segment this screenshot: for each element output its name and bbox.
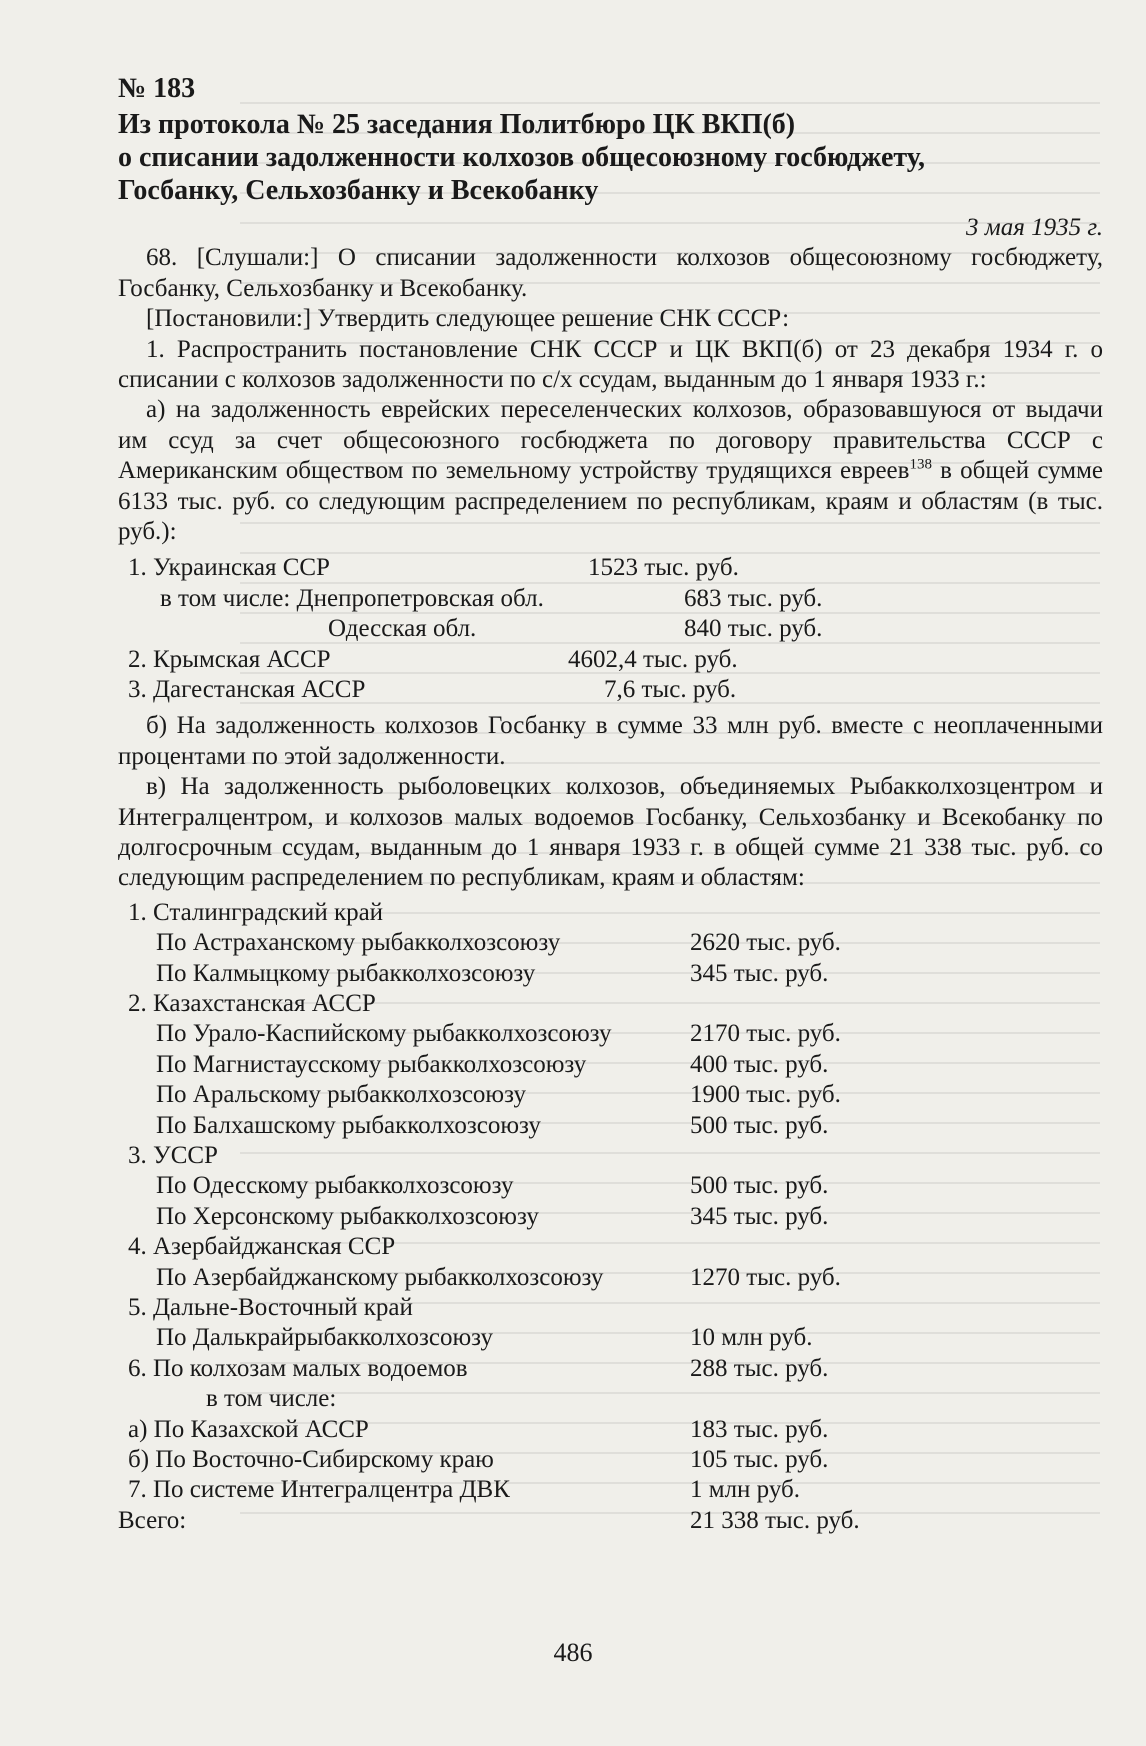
table-row — [118, 614, 1103, 644]
row-label: По Аральскому рыбакколхозсоюзу — [156, 1081, 526, 1109]
point-a — [118, 395, 1103, 547]
row-label: 1. Украинская ССР — [128, 554, 330, 582]
document-title — [118, 108, 1103, 207]
row-label: Всего: — [118, 1506, 187, 1534]
decided: [Постановили:] Утвердить следующее решение СНК СССР: — [146, 305, 790, 333]
table-row — [118, 584, 1103, 614]
row-amount: 345 тыс. руб. — [690, 959, 829, 987]
row-amount: 1900 тыс. руб. — [690, 1081, 841, 1109]
row-amount: 2170 тыс. руб. — [690, 1020, 841, 1048]
table-row — [118, 1019, 1103, 1049]
point-a-text-cont: в общей сумме 6133 тыс. руб. со следующим распределением по республикам, краям и областям (в тыс. руб.): — [118, 457, 1103, 546]
row-amount: 345 тыс. руб. — [690, 1202, 829, 1230]
item-68: 68. [Слушали:] О списании задолженности колхозов общесоюзному госбюджету, Госбанку, Сельхозбанку и Всекобанку. — [118, 244, 1103, 302]
row-label: а) По Казахской АССР — [128, 1415, 369, 1443]
table-row — [118, 1384, 1103, 1414]
table-row — [118, 1232, 1103, 1262]
row-label: По Магнистаусскому рыбакколхозсоюзу — [156, 1050, 587, 1078]
row-amount: 500 тыс. руб. — [690, 1172, 829, 1200]
document-number: № 183 — [118, 73, 196, 104]
row-amount: 683 тыс. руб. — [684, 584, 823, 612]
row-label: в том числе: Днепропетровская обл. — [160, 584, 544, 612]
footnote-ref: 138 — [909, 456, 932, 473]
table-row — [118, 1202, 1103, 1232]
row-amount: 183 тыс. руб. — [690, 1415, 829, 1443]
row-amount: 10 млн руб. — [690, 1324, 813, 1352]
title-line: Из протокола № 25 заседания Политбюро ЦК ВКП(б) — [118, 109, 796, 140]
table-row — [118, 1354, 1103, 1384]
row-label: 4. Азербайджанская ССР — [128, 1233, 396, 1261]
row-label: 6. По колхозам малых водоемов — [128, 1354, 468, 1382]
row-amount: 500 тыс. руб. — [690, 1111, 829, 1139]
table-row — [118, 1293, 1103, 1323]
table-row — [118, 675, 1103, 705]
row-label: 2. Казахстанская АССР — [128, 990, 376, 1018]
table-row — [118, 898, 1103, 928]
table-row — [118, 1445, 1103, 1475]
table-row — [118, 1111, 1103, 1141]
row-label: По Балхашскому рыбакколхозсоюзу — [156, 1111, 541, 1139]
row-amount: 7,6 тыс. руб. — [604, 676, 737, 704]
table-row — [118, 1141, 1103, 1171]
point-v: в) На задолженность рыболовецких колхозов, объединяемых Рыбакколхозцентром и Интегралцентром, и колхозов малых водоемов Госбанку, Сельхозбанку и Всекобанку по долгосрочным ссудам, выданным до 1 января 1933 г. в общей сумме 21 338 тыс. руб. со следующим распределением по республикам, краям и областям: — [118, 773, 1103, 892]
row-label: По Одесскому рыбакколхозсоюзу — [156, 1172, 514, 1200]
row-label: По Урало-Каспийскому рыбакколхозсоюзу — [156, 1020, 612, 1048]
row-amount: 105 тыс. руб. — [690, 1445, 829, 1473]
row-label: 2. Крымская АССР — [128, 645, 331, 673]
row-amount: 1 млн руб. — [690, 1476, 800, 1504]
table-row — [118, 959, 1103, 989]
document-body — [118, 72, 1103, 1536]
table-row — [118, 1171, 1103, 1201]
row-amount: 4602,4 тыс. руб. — [568, 645, 738, 673]
row-label: По Азербайджанскому рыбакколхозсоюзу — [156, 1263, 604, 1291]
title-line: о списании задолженности колхозов общесоюзному госбюджету, — [118, 142, 925, 173]
table-row — [118, 1415, 1103, 1445]
row-amount: 1523 тыс. руб. — [588, 554, 739, 582]
table-row — [118, 553, 1103, 583]
row-label: По Далькрайрыбакколхозсоюзу — [156, 1324, 493, 1352]
row-label: б) По Восточно-Сибирскому краю — [128, 1445, 494, 1473]
row-label: 7. По системе Интегралцентра ДВК — [128, 1476, 510, 1504]
row-label: 1. Сталинградский край — [128, 898, 384, 926]
row-label: в том числе: — [206, 1385, 337, 1413]
point-1: 1. Распространить постановление СНК СССР и ЦК ВКП(б) от 23 декабря 1934 г. о списании с колхозов задолженности по с/х ссудам, выданным до 1 января 1933 г.: — [118, 335, 1103, 394]
row-amount: 840 тыс. руб. — [684, 615, 823, 643]
table-a — [118, 553, 1103, 705]
row-label: 3. УССР — [128, 1141, 218, 1169]
row-label: 3. Дагестанская АССР — [128, 676, 366, 704]
row-label: По Калмыцкому рыбакколхозсоюзу — [156, 959, 536, 987]
table-row — [118, 989, 1103, 1019]
table-row — [118, 1506, 1103, 1536]
table-row — [118, 1475, 1103, 1505]
row-label: По Херсонскому рыбакколхозсоюзу — [156, 1202, 539, 1230]
document-date: 3 мая 1935 г. — [966, 214, 1103, 241]
page-number: 486 — [553, 1638, 593, 1667]
table-row — [118, 928, 1103, 958]
table-row — [118, 1080, 1103, 1110]
row-amount: 21 338 тыс. руб. — [690, 1506, 860, 1534]
table-row — [118, 645, 1103, 675]
row-amount: 400 тыс. руб. — [690, 1050, 829, 1078]
row-label: Одесская обл. — [328, 615, 477, 643]
title-line: Госбанку, Сельхозбанку и Всекобанку — [118, 175, 599, 206]
table-v — [118, 898, 1103, 1536]
table-row — [118, 1263, 1103, 1293]
point-b: б) На задолженность колхозов Госбанку в сумме 33 млн руб. вместе с неоплаченными процентами по этой задолженности. — [118, 712, 1103, 770]
table-row — [118, 1050, 1103, 1080]
row-label: По Астраханскому рыбакколхозсоюзу — [156, 929, 561, 957]
point-a-text: а) на задолженность еврейских переселенческих колхозов, образовавшуюся от выдачи им ссуд за счет общесоюзного госбюджета по договору правительства СССР с Американским обществом по земельному устройству трудящихся евреев — [118, 396, 1103, 485]
row-amount: 288 тыс. руб. — [690, 1354, 829, 1382]
table-row — [118, 1323, 1103, 1353]
row-label: 5. Дальне-Восточный край — [128, 1293, 413, 1321]
row-amount: 2620 тыс. руб. — [690, 929, 841, 957]
row-amount: 1270 тыс. руб. — [690, 1263, 841, 1291]
